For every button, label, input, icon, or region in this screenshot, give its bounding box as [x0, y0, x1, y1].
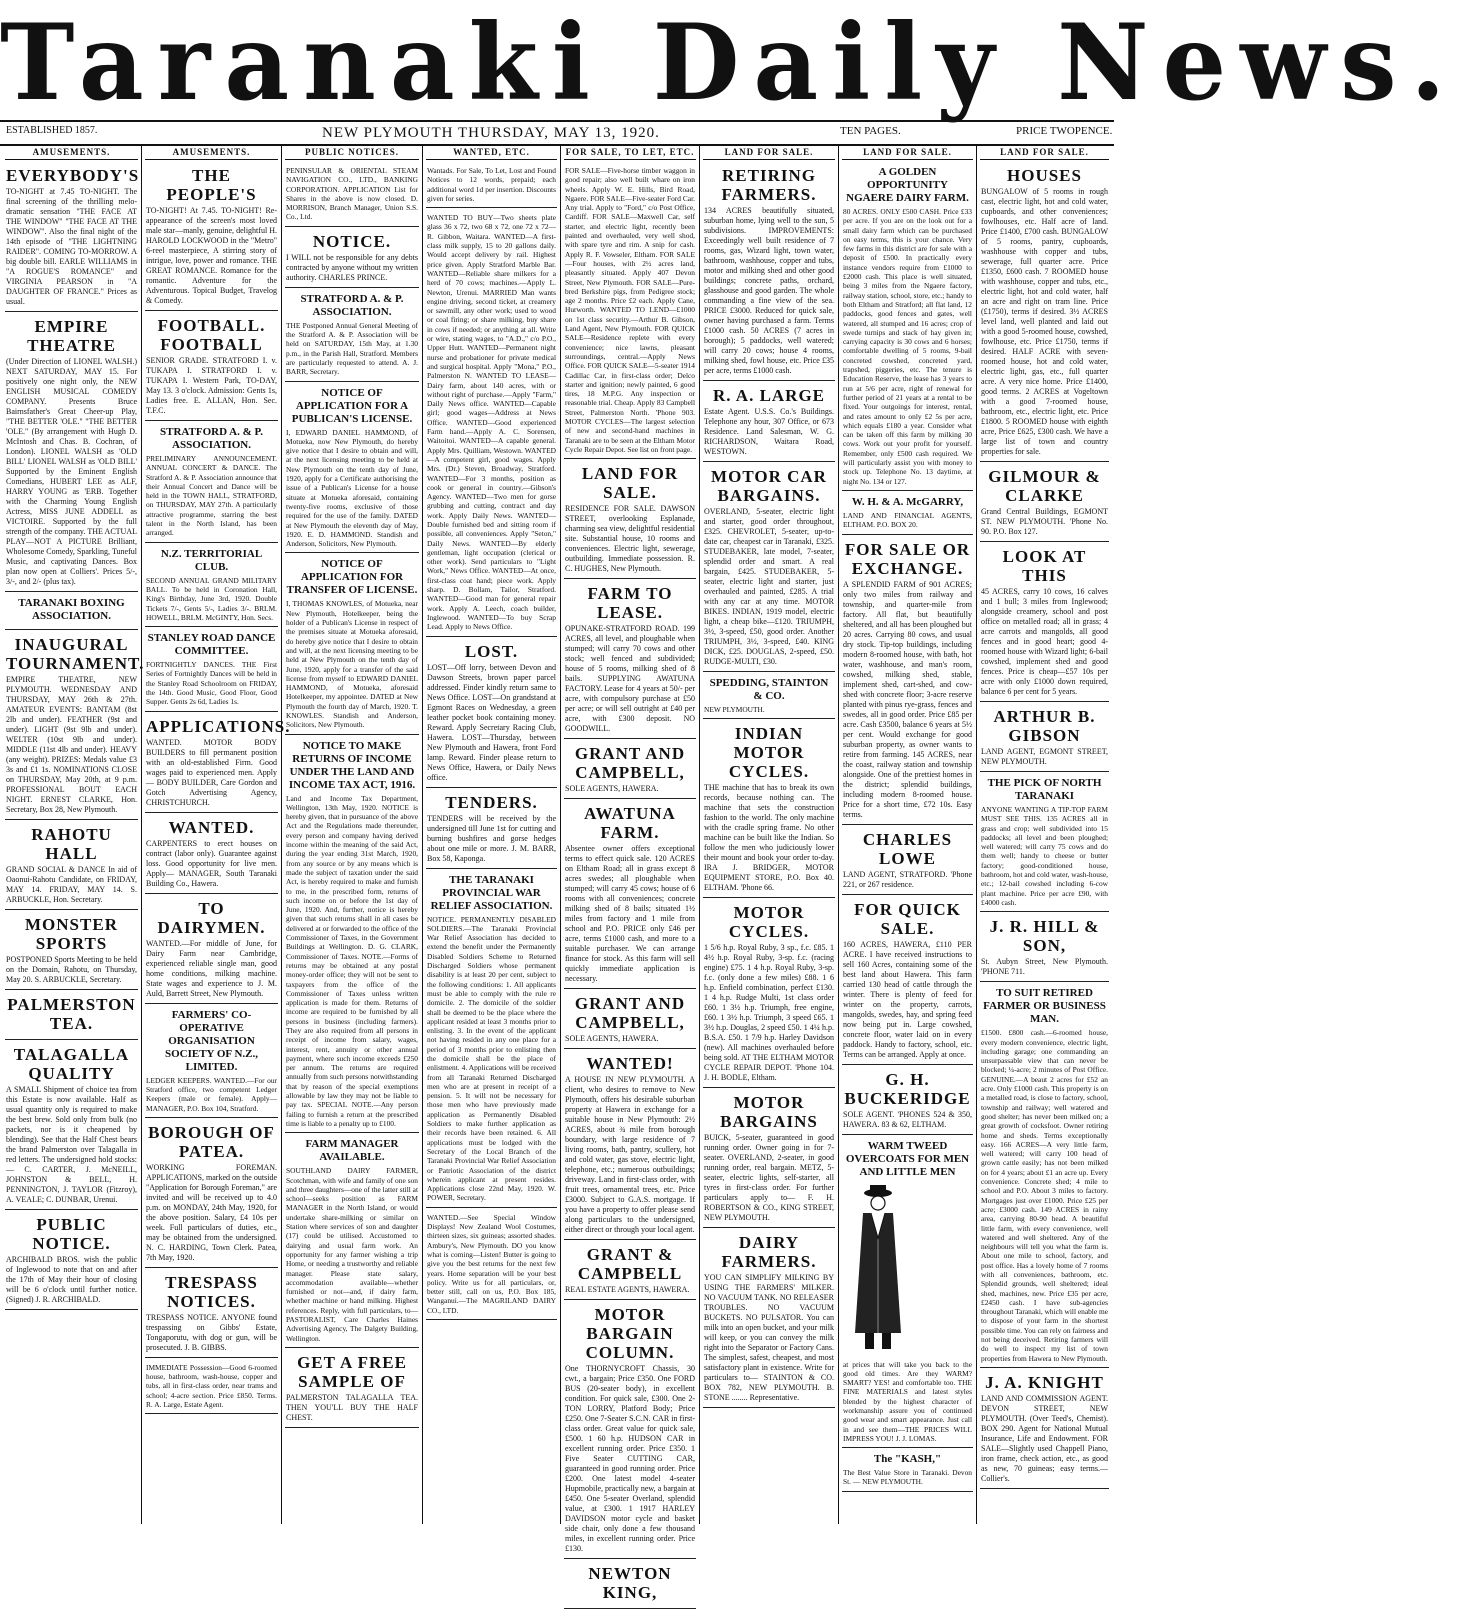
- advertisement: [285, 555, 419, 734]
- ad-title: MOTOR CAR BARGAINS.: [711, 467, 827, 505]
- ad-body: WANTED. MOTOR BODY BUILDERS to fill permanent position with an old-established Firm. Good wages paid to experienced men. Apply— BODY BUILDER, Care Gordon and Gotch Advertising Agency, CHRISTCHURCH.: [146, 737, 277, 807]
- advertisement: [703, 721, 835, 898]
- advertisement: [703, 1230, 835, 1408]
- advertisement: [426, 871, 557, 1208]
- ad-body: TO-NIGHT! At 7.45. TO-NIGHT! Re-appearance of the screen's most loved male star—manly, genuine, delightful H. HAROLD LOCKWOOD in the "Metro" 6-reel masterpiece, A stirring story of intrigue, love, power and romance. THE GREAT ROMANCE. Romance for the romantic. Adventure for the Adventurous. Topical Budget, Travelog & Comedy.: [146, 206, 277, 305]
- advertisement: [145, 545, 278, 627]
- ad-body: TENDERS will be received by the undersigned till June 1st for cutting and burning bushfires and gorse hedges about one mile or more. J. M. BARR, Box 58, Kaponga.: [427, 813, 556, 863]
- ad-body: TO-NIGHT at 7.45 TO-NIGHT. The final screening of the thrilling melo-dramatic sensation "THE FACE AT THE WINDOW" "THE FACE AT THE WINDOW". Also the final night of the 14th episode of "THE LIGHTNING RAIDER". COMING TO-MORROW. A big double bill. EARLE WILLIAMS in "A ROGUE'S ROMANCE" and VIRGINIA PEARSON in "A DAUGHTER OF FRANCE." Prices as usual.: [6, 187, 137, 306]
- ad-body: I, EDWARD DANIEL HAMMOND, of Motueka, now New Plymouth, do hereby give notice that I desire to obtain and will, at the next licensing meeting to be held at New Plymouth on the tenth day of June, 1920, apply for a Certificate authorising the issue of a Publican's License for a house situate at Motueka aforesaid, containing twenty-five rooms, exclusive of those required for the use of the family. DATED at New Plymouth the eleventh day of May, 1920. E. D. HAMMOND. Standish and Anderson, Solicitors, New Plymouth.: [286, 427, 418, 549]
- advertisement: [703, 163, 835, 381]
- ad-title: TARANAKI BOXING ASSOCIATION.: [18, 597, 125, 622]
- ad-title: R. A. LARGE: [712, 386, 826, 405]
- advertisement: [703, 383, 835, 462]
- advertisement: [5, 992, 138, 1040]
- advertisement: [842, 493, 973, 535]
- ad-body: Wantads. For Sale, To Let, Lost and Found Notices to 12 words, prepaid; each additional word 1d per insertion. Discounts given for series.: [427, 166, 556, 203]
- advertisement: [703, 674, 835, 719]
- ad-body: I, THOMAS KNOWLES, of Motueka, near New Plymouth, Hotelkeeper, being the holder of a Publican's License in respect of the premises situate at Motueka aforesaid, do hereby give notice that I desire to obtain and will, at the next licensing meeting to be held at New Plymouth on the tenth day of June, 1920, apply for a transfer of the said license from myself to EDWARD DANIEL HAMMOND, of Motueka, aforesaid Hotelkeeper, my appointee. DATED at New Plymouth the fourth day of March, 1920. T. KNOWLES. Standish and Anderson, Solicitors, New Plymouth.: [286, 599, 418, 730]
- ad-title: NOTICE TO MAKE RETURNS OF INCOME UNDER THE LAND AND INCOME TAX ACT, 1916.: [288, 739, 416, 791]
- ad-body: YOU CAN SIMPLIFY MILKING BY USING THE FARMERS' MILKER. NO VACUUM TANK. NO RELEASER TROUBLES. NO VACUUM BUCKETS. NO PULSATOR. You can milk into an open bucket, and your milk will keep, or you can convey the milk right into the Separator or Factory Cans. The simplest, safest, cheapest, and most satisfactory plant in existence. Write for particulars to— STAINTON & CO. BOX 782, NEW PLYMOUTH. B. STONE ........ Representative.: [704, 1273, 834, 1403]
- column-8: [977, 146, 1112, 1524]
- ad-body: £1500. £800 cash.—6-roomed house, every modern convenience, electric light, including garage; one commanding an unsurpassable view that can never be blocked; ¼-acre; 2 minutes of Post Office. GENUINE.—A beaut 2 acres for £52 an acre. Only £1000 cash. This property is on a metalled road, is close to factory, school, township and railway; well watered and good shelter; has never been milked on; a great growth of cocksfoot. Owner retiring home and sheds. Terms exceptionally easy. 166 ACRES—A very little farm, well watered; will carry 100 head of grown cattle easily; has not been milked on for 4 years; about £1 an acre up. Every convenience. Concrete shed; 4 mile to school and P.O. About 3 miles to factory. Mortgages just over £1000. Price £25 per acre; £3000 cash. 149 ACRES in rainy area, carrying 80-90 head. A beautiful little farm, with every convenience, well watered and well sheltered. Any of the neighbours will tell you what the farm is. About one mile to school, factory, and post office. Has a lovely home of 7 rooms with all conveniences, bathroom, etc. Splendid grounds, well sheltered; ideal shed, machines, new. Price £35 per acre, £2450 cash. I have sub-agencies throughout Taranaki, which will enable me to dispose of your farm in the shortest possible time. You can rely on fairness and not being deceived. Retiring farmers will do well to inspect my list of town properties from Hawera to New Plymouth.: [981, 1028, 1109, 1363]
- ad-title: INDIAN MOTOR CYCLES.: [728, 724, 810, 782]
- ad-body: A SPLENDID FARM of 901 ACRES; only two miles from railway and township, and quarter-mile from factory. All flat, but beautifully sheltered, and all has been ploughed but 20 acres. Carrying 80 cows, and usual dry stock. Tip-top buildings, including modern 8-roomed house, with bath, hot water, washhouse, and man's room, cowshed, milking shed, stable, implement shed, cart-shed, and cow-shed with concrete floor; 3-acre reserve planted with pinus rye-grass, fences and swedes, all in good order. Price £85 per acre. Cash £3500, balance 6 years at 5½ per cent. Would exchange for good suburban property, as owner wants to retire from farming. 145 ACRES, near the coast, railway station and township alongside. One of the prettiest homes in the district; splendid buildings, including modern 8-roomed house. Price for a short time, £72 10s. Easy terms.: [843, 579, 972, 819]
- ad-title: NOTICE OF APPLICATION FOR TRANSFER OF LICENSE.: [286, 558, 418, 597]
- ad-body: A SMALL Shipment of choice tea from this Estate is now available. Half as usual quantity only is required to make the best brew. Sold only from bulk (no packets, nor is it cheapened by blending). See that the Half Chest bears the brand Palmerston over Talagalla in red letters. The undersigned hold stocks:— C. CARTER, J. McNEILL, JOHNSTON & BELL, H. PENNINGTON, J. TAYLOR (Fitzroy), A. VEALE; C. DUNBAR, Urenui.: [6, 1085, 137, 1204]
- advertisement: [145, 1006, 278, 1118]
- ad-body: BUICK, 5-seater, guaranteed in good running order. Owner going in for 7-seater. OVERLAND, 2-seater, in good running order, real bargain. METZ, 5-seater, electric lights, self-starter, all tyres in first-class order. For further particulars apply to— F. H. ROBERTSON & CO., KING STREET, NEW PLYMOUTH.: [704, 1133, 834, 1223]
- ad-title: MONSTER SPORTS: [25, 915, 118, 953]
- advertisement: [564, 461, 696, 579]
- ad-body: The Best Value Store in Taranaki. Devon St. — NEW PLYMOUTH.: [843, 1468, 972, 1487]
- established-line: ESTABLISHED 1857.: [6, 125, 98, 136]
- advertisement: [285, 384, 419, 554]
- advertisement: [564, 801, 696, 989]
- ad-title: TRESPASS NOTICES.: [165, 1272, 258, 1311]
- ad-title: INAUGURAL TOURNAMENT.: [6, 635, 145, 673]
- ad-title: EMPIRE THEATRE: [27, 317, 116, 355]
- ad-body: LAND AGENT, EGMONT STREET, NEW PLYMOUTH.: [981, 747, 1108, 766]
- ad-body: St. Aubyn Street, New Plymouth. 'PHONE 711.: [981, 957, 1108, 977]
- advertisement: [426, 163, 557, 208]
- ad-body: I WILL not be responsible for any debts contracted by anyone without my written authority. CHARLES PRINCE.: [286, 252, 418, 282]
- info-bar: [0, 120, 1114, 146]
- ad-body: LAND AND COMMISSION AGENT. DEVON STREET, NEW PLYMOUTH. (Over Teed's, Chemist). BOX 290. Agent for National Mutual Insurance, Life and Endowment. FOR SALE—Slightly used Chappell Piano, iron frame, check action, etc., as good as new, 70 guineas; easy terms.—Collier's.: [981, 1393, 1108, 1483]
- advertisement: [145, 714, 291, 813]
- ad-body: 1 5/6 h.p. Royal Ruby, 3 sp., f.c. £85. 1 4½ h.p. Royal Ruby, 3-sp. f.c. (racing engine) £75. 1 4 h.p. Royal Ruby, 3-sp. f.c. (only done a few miles) £88. 1 6 h.p. Enfield combination, perfect £130. 1 4 h.p. Rudge Multi, 1st class order £60. 1 3½ h.p. Triumph, free engine, £60. 1 3½ h.p. Triumph, 3 speed £65. 1 3½ h.p. Douglas, 2 speed £50. 1 4¼ h.p. B.S.A. £50. 1 7/9 h.p. Harley Davidson (new). All machines overhauled before being sold. AT THE ELTHAM MOTOR CYCLE REPAIR DEPOT. 'Phone 104. J. H. BODLE, Eltham.: [704, 943, 834, 1083]
- column-5: [561, 146, 700, 1603]
- ad-title: LAND FOR SALE.: [581, 464, 679, 503]
- column-heading: AMUSEMENTS.: [5, 146, 138, 160]
- ad-body: NOTICE. PERMANENTLY DISABLED SOLDIERS.—The Taranaki Provincial War Relief Association has decided to extend the benefit under the Permanently Disabled Soldiers Scheme to Returned Discharged Soldiers whose permanent disability is at least 20 per cent, subject to the following conditions: 1. All applicants must be able to comply with the rule re domicile. 2. The domicile of the soldier shall be deemed to be the place where the applicant resided at least 3 months prior to enlisting. 3. In the event of the applicant not having resided in any one place for a period of 3 months prior to enlisting then the domicile shall be the place of enlistment. 4. Applications will be received from all Taranaki Returned Discharged men who are at present in receipt of a pension. 5. It will not be necessary for those men who have previously made application as Permanently Disabled Soldiers to make further application as their records have been retained. 6. All applications must be lodged with the Secretary of the Local Branch of the Taranaki Provincial War Relief Association or Patriotic Association of the district wherein applicant at present resides. Applications close 22nd May, 1920. W. POWER, Secretary.: [427, 914, 556, 1203]
- advertisement: [564, 1561, 696, 1609]
- ad-body: PRELIMINARY ANNOUNCEMENT. ANNUAL CONCERT & DANCE. The Stratford A. & P. Association announce that their Annual Concert and Dance will be held in the TOWN HALL, STRATFORD, on THURSDAY, MAY 27th. A particularly attractive programme, starring the best talent in the North Island, has been arranged.: [146, 454, 277, 538]
- column-1: [2, 146, 145, 1524]
- ad-title: SPEDDING, STAINTON & CO.: [709, 677, 829, 702]
- ad-body: RESIDENCE FOR SALE. DAWSON STREET, overlooking Esplanade, charming sea view, delightful residential site. Substantial house, 10 rooms and conveniences. Electric light, sewerage, outbuilding. Immediate possession. R. C. HUGHES, New Plymouth.: [565, 504, 695, 574]
- advertisement: [145, 815, 278, 894]
- ad-title: WARM TWEED OVERCOATS FOR MEN AND LITTLE MEN: [845, 1139, 970, 1178]
- advertisement: [703, 1090, 835, 1228]
- ad-body: BUNGALOW of 5 rooms in rough cast, electric light, hot and cold water, cupboards, and other conveniences; fowlhouses, etc. Half acre of land. Price £1400, £700 cash. BUNGALOW of 5 rooms, pantry, cupboards, washhouse with copper and tubs, sewerage, full quarter acre. Price £1350, £600 cash. 7 ROOMED house with washhouse, copper and tubs, etc., electric light, hot and cold water, half an acre and right on tram line. Price (£1750), terms if desired. 3½ ACRES level land, well planted and laid out with a good 5-roomed house, cowshed, fowlhouse, etc. Price £1750, terms if desired. HALF ACRE with seven-roomed house, hot and cold water, electric light, gas, etc., full quarter acre. A very nice home. Price £1400, good terms. 2 ACRES at Vogeltown with a good 7-roomed house, bathroom, etc., electric light, etc. Price £1800. 5 ROOMED house with eighth acre, Price £625, £300 cash. We have a large list of town and country properties for sale.: [981, 187, 1108, 456]
- advertisement: [564, 1302, 696, 1559]
- ad-body: Grand Central Buildings, EGMONT ST. NEW PLYMOUTH. 'Phone No. 90. P.O. Box 127.: [981, 507, 1108, 536]
- ad-title: THE TARANAKI PROVINCIAL WAR RELIEF ASSOCIATION.: [430, 873, 553, 912]
- ad-title: The "KASH,": [873, 1453, 942, 1466]
- ad-title: LOOK AT THIS: [1002, 547, 1087, 585]
- advertisement: [564, 991, 696, 1049]
- ad-title: STRATFORD A. & P. ASSOCIATION.: [160, 426, 263, 451]
- ad-body: Absentee owner offers exceptional terms to effect quick sale. 120 ACRES on Eltham Road; all in grass except 8 acres swedes; all ploughable when stumped; will carry 45 cows; house of 6 rooms with all conveniences; concrete milking shed of 8 bails; situated 1½ miles from factory and 1 mile from school and P.O. PRICE only £46 per acre, terms £1000 cash, and more to a suitable purchaser. We can arrange finance for stock. As this farm will sell quickly immediate application is necessary.: [565, 844, 695, 984]
- advertisement: [426, 1210, 557, 1320]
- ad-title: MOTOR CYCLES.: [728, 903, 810, 942]
- advertisement: [145, 1120, 278, 1268]
- ad-body: LAND AGENT, STRATFORD. 'Phone 221, or 267 residence.: [843, 869, 972, 889]
- ad-body: LEDGER KEEPERS. WANTED.—For our Stratford office, two competent Ledger Keepers (male or female). Apply— MANAGER, P.O. Box 104, Stratford.: [146, 1075, 277, 1113]
- advertisement: [426, 639, 557, 788]
- ad-body: POSTPONED Sports Meeting to be held on the Domain, Rahotu, on Thursday, May 20. S. ARBUCKLE, Secretary.: [6, 955, 137, 984]
- ad-body: PENINSULAR & ORIENTAL STEAM NAVIGATION CO., LTD., BANKING CORPORATION. APPLICATION List for Shares in the above is now closed. D. MORRISON, Branch Manager, Union S.S. Co., Ltd.: [286, 166, 418, 222]
- ad-title: GILMOUR & CLARKE: [988, 467, 1101, 505]
- advertisement: [5, 822, 138, 910]
- ad-title: LOST.: [464, 641, 519, 661]
- advertisement: [980, 704, 1109, 772]
- ad-body: Land and Income Tax Department, Wellington, 13th May, 1920. NOTICE is hereby given, that in pursuance of the above Act and the Regulations made thereunder, every person and company having derived income within the meaning of the said Act, during the year ending 31st March, 1920, from any source or by any means which is made the subject of taxation under the said Act, is hereby required to make and furnish to me, in the prescribed form, returns of such income on or before the 1st day of June, 1920. And, further, notice is hereby given that such returns shall in all cases be delivered at or forwarded to the office of the Commissioner of Taxes, in the Government Buildings at Wellington. D. G. CLARK, Commissioner of Taxes. NOTE.—Forms of returns may be obtained at any postal money-order office; they will not be sent to taxpayers from the office of the Commissioner of Taxes unless written application is made for them. Returns of income are required to be furnished by all persons in business (including farmers). They are also required from all persons in receipt of income from salary, wages, interest, rent, annuity or other annual payment, where such income exceeds £250 per annum. The returns are required annually from such persons notwithstanding that by reason of the special exemptions allowable by law they may not be liable to pay tax. SPECIAL NOTE.—Any person failing to furnish a return at the prescribed time is liable to a penalty up to £100.: [286, 793, 418, 1128]
- ad-body: WANTED.—For middle of June, for Dairy Farm near Cambridge, experienced reliable single man, good home conditions, milking machine. State wages and experience to J. M. Auld, Barrett Street, New Plymouth.: [146, 938, 277, 998]
- advertisement: [145, 1270, 278, 1358]
- ad-title: STANLEY ROAD DANCE COMMITTEE.: [147, 632, 276, 658]
- advertisement: [426, 210, 557, 636]
- ad-body: LOST—Off lorry, between Devon and Dawson Streets, brown paper parcel addressed. Finder kindly return same to News Office. LOST—On grandstand at Egmont Races on Wednesday, a green leather pocket book containing money. Reward. Apply Secretary Racing Club, Hawera. LOST—Thursday, between New Plymouth and Hawera, front Ford lamp. Reward. Finder please return to News Office, Hawera, or Daily News office.: [427, 662, 556, 782]
- ad-title: J. R. HILL & SON,: [989, 917, 1100, 956]
- ad-title: GRANT AND CAMPBELL,: [574, 744, 686, 783]
- ad-title: EVERYBODY'S: [6, 166, 140, 185]
- ad-title: A GOLDEN OPPORTUNITY NGAERE DAIRY FARM.: [846, 166, 969, 204]
- column-heading: FOR SALE, TO LET, ETC.: [564, 146, 696, 160]
- ad-title: N.Z. TERRITORIAL CLUB.: [160, 547, 263, 573]
- ad-title: G. H. BUCKERIDGE: [844, 1069, 971, 1108]
- dateline: NEW PLYMOUTH THURSDAY, MAY 13, 1920.: [322, 125, 660, 141]
- ad-title: ARTHUR B. GIBSON: [993, 707, 1096, 745]
- advertisement: [5, 163, 138, 312]
- ad-body: SOLE AGENTS, HAWERA.: [565, 784, 659, 794]
- ad-title: GRANT AND CAMPBELL,: [574, 994, 686, 1033]
- advertisement: [842, 163, 973, 491]
- ad-body: WANTED.—See Special Window Displays! New Zealand Wool Costumes, thirteen sizes, six guineas; assorted shades. Ambury's, New Plymouth. DO you know what is coming—Listen! Butter is going to give you the best returns for the next few years. Home separation will be your best policy. Write us for all particulars, or, better still, call on us, P.O. Box 185, Wanganui.—The MAGRILAND DAIRY CO., LTD.: [427, 1212, 556, 1315]
- advertisement: [285, 737, 419, 1134]
- ad-body: GRAND SOCIAL & DANCE In aid of Oaonui-Rahotu Candidate, on FRIDAY, MAY 14. FRIDAY, MAY 14. S. ARBUCKLE, Hon. Secretary.: [6, 865, 137, 904]
- column-3: [282, 146, 423, 1524]
- column-heading: AMUSEMENTS.: [145, 146, 278, 160]
- advertisement: [285, 290, 419, 382]
- column-heading: LAND FOR SALE.: [703, 146, 835, 160]
- ad-title: NOTICE OF APPLICATION FOR A PUBLICAN'S LICENSE.: [291, 386, 413, 425]
- column-heading: PUBLIC NOTICES.: [285, 146, 419, 160]
- ad-body: THE Postponed Annual General Meeting of the Stratford A. & P. Association will be held on SATURDAY, 15th May, at 1.30 p.m., in the Parish Hall, Stratford. Members are particularly requested to attend. A. J. BARR, Secretary.: [286, 320, 418, 377]
- overcoat-man-illustration: [843, 1183, 913, 1353]
- ad-title: FARMERS' CO-OPERATIVE ORGANISATION SOCIETY OF N.Z., LIMITED.: [164, 1008, 258, 1073]
- ad-body: TRESPASS NOTICE. ANYONE found trespassing on Gibbs' Estate, Tongaporutu, with dog or gun, will be prosecuted. J. B. GIBBS.: [146, 1312, 277, 1352]
- column-heading: LAND FOR SALE.: [980, 146, 1109, 160]
- ad-title: RAHOTU HALL: [31, 825, 112, 863]
- ad-body: WORKING FOREMAN. APPLICATIONS, marked on the outside "Application for Borough Foreman," are invited and will be received up to 4.0 p.m. on MONDAY, 24th May, 1920, for the above position. Salary, £4 10s per week. Full particulars of duties, etc., may be obtained from the undersigned. N. C. HARDING, Town Clerk. Patea, 7th May, 1920.: [146, 1162, 277, 1262]
- ad-title: GET A FREE SAMPLE OF: [297, 1352, 407, 1391]
- ad-title: PALMERSTON TEA.: [7, 995, 136, 1033]
- ad-title: TALAGALLA QUALITY: [13, 1045, 130, 1083]
- ad-title: J. A. KNIGHT: [985, 1372, 1104, 1392]
- advertisement: [980, 914, 1109, 982]
- ad-title: W. H. & A. McGARRY,: [851, 495, 964, 508]
- ad-body: SECOND ANNUAL GRAND MILITARY BALL. To be held in Coronation Hall, King's Birthday, June 3rd, 1920. Double Tickets 7/-, Gents 5/-, Ladies 3/-. BRLM. HOWELL, BRLM. McGINTY, Hon. Secs.: [146, 575, 277, 622]
- ad-body: 45 ACRES, carry 10 cows, 16 calves and 1 bull; 3 miles from Inglewood; alongside creamery, school and post office on metalled road; all in grass; 4 acre carrots and mangolds, all good fences and in good heart; good 4-roomed house with Wizard light; 6-bail cowshed, implement shed and good fences. Price is cheap—£57 10s per acre with only £1000 down required, balance 6 per cent for 5 years.: [981, 587, 1108, 696]
- ad-title: DAIRY FARMERS.: [721, 1233, 817, 1272]
- column-2: [142, 146, 291, 1524]
- advertisement: [145, 163, 278, 311]
- advertisement: [842, 897, 973, 1065]
- advertisement: [564, 581, 696, 739]
- ad-body: IMMEDIATE Possession—Good 6-roomed house, bathroom, wash-house, copper and tubs, all in first-class order, near trams and school; 4-acre section. Price £850. Terms. R. A. Large, Estate Agent.: [146, 1362, 277, 1410]
- ad-body: EMPIRE THEATRE, NEW PLYMOUTH. WEDNESDAY AND THURSDAY, MAY 26th & 27th. AMATEUR EVENTS: BANTAM (8st 2lb and under). FEATHER (9st and under). LIGHT (9st 9lb and under). WELTER (10st 9lb and under). MIDDLE (11st 4lb and under). HEAVY (any weight). PRIZES: Medals value £3 3s and £1 1s. NOMINATIONS CLOSE on THURSDAY, May 20th, at 9 p.m. PROFESSIONAL BOUT EACH NIGHT. ERNEST CLARKE, Hon. Secretary, Box 28, New Plymouth.: [6, 675, 137, 814]
- advertisement: [564, 1051, 696, 1240]
- advertisement: [703, 464, 835, 672]
- ad-title: CHARLES LOWE: [862, 829, 953, 868]
- ad-title: WANTED.: [168, 817, 255, 837]
- masthead: [0, 0, 1459, 124]
- ad-title: APPLICATIONS.: [146, 716, 291, 736]
- ad-body: 80 ACRES. ONLY £500 CASH. Price £33 per acre. If you are on the look out for a small dairy farm which can be purchased on easy terms, this is your chance. Very few farms in this district are for sale with a deposit of £500. In practically every instance vendors require from £1000 to £2000 cash. This place is well situated, being 3 miles from the Ngaere factory, railway station, school, store, etc.; handy to both Eltham and Stratford; all flat land, 12 paddocks, good fences and gates, well watered, all stumped and 16 acres; crop of swede turnips and stack of hay given in; carrying capacity is 30 cows and 6 horses; comfortable dwelling of 5 rooms, 9-bail concreted cowshed, concreted yard, trapshed, piggeries, etc. The tenure is Education Reserve, the lease has 3 years to run at 5/6 per acre, right of renewal for further period of 21 years at a rental to be fixed. Your outgoings for interest, rental, and rates amount to only £2 5s per acre, which equals £180 a year. Consider what can be taken off this farm by milking 30 cows. Work out your profit for yourself. Remember, only £500 cash required. We will particularly assist you with money to stock up. Telephone No. 13 daytime, at night No. 134 or 127.: [843, 207, 972, 486]
- advertisement: [5, 632, 145, 820]
- ad-body: SENIOR GRADE. STRATFORD I. v. TUKAPA I. STRATFORD I. v. TUKAPA I. Western Park, TO-DAY, May 13. 3 o'clock. Admission: Gents 1s, Ladies free. E. ALLAN, Hon. Sec. T.F.C.: [146, 356, 277, 415]
- advertisement: [980, 774, 1109, 912]
- advertisement: [842, 1137, 973, 1449]
- advertisement: [145, 629, 278, 711]
- advertisement: [980, 464, 1109, 542]
- ad-title: TO SUIT RETIRED FARMER OR BUSINESS MAN.: [983, 987, 1106, 1026]
- newspaper-title: Taranaki Daily News.: [0, 0, 1459, 124]
- ad-title: TO DAIRYMEN.: [157, 898, 266, 937]
- advertisement: [426, 790, 557, 869]
- advertisement: [980, 1370, 1109, 1489]
- column-heading: LAND FOR SALE.: [842, 146, 973, 160]
- ad-body: THE machine that has to break its own records, because nothing can. The machine that sets the construction fashion to the world. The only machine with the cradle spring frame. No other machine can be built like the Indian. So follow the men who judiciously lower their mount and book your order to-day. IRA J. BRIDGER, MOTOR EQUIPMENT STORE, P.O. Box 40. ELTHAM. 'Phone 66.: [704, 783, 834, 893]
- ad-title: PUBLIC NOTICE.: [32, 1215, 111, 1253]
- advertisement: [285, 1350, 419, 1428]
- ad-body: SOUTHLAND DAIRY FARMER, Scotchman, with wife and family of one son and three daughters—one of the latter still at school—seeks position as FARM MANAGER in the North Island, or would undertake share-milking or similar on Station where services of son and daughter (17) could be utilised. Accustomed to dairying and usual farm work. An opportunity for any farmer wishing a trip Home, or needing a trustworthy and reliable manager. Please state salary, accommodation available—whether furnished or not—and, if dairy farm, whether machine or hand milking. Highest references. Reply, with full particulars, to— PASTORALIST, Care Charles Haines Advertising Agency, The Dalgety Building, Wellington.: [286, 1166, 418, 1343]
- advertisement: [842, 827, 973, 895]
- ad-body: OPUNAKE-STRATFORD ROAD. 199 ACRES, all level, and ploughable when stumped; will carry 70 cows and other stock; well fenced and subdivided; house of 5 rooms, milking shed of 8 bails. SUPPLYING AWATUNA FACTORY. Lease for 4 years at 50/- per acre, with compulsory purchase at £50 per acre; or will sell outright at £40 per acre, with £300 deposit. NO GOODWILL.: [565, 624, 695, 734]
- advertisement: [285, 1135, 419, 1348]
- ad-title: HOUSES: [1007, 166, 1082, 185]
- advertisement: [703, 900, 835, 1088]
- ad-title: TENDERS.: [445, 792, 538, 812]
- ad-title: FOR QUICK SALE.: [854, 899, 961, 938]
- column-heading: WANTED, ETC.: [426, 146, 557, 160]
- ad-body: NEW PLYMOUTH.: [704, 705, 765, 714]
- ad-body: LAND AND FINANCIAL AGENTS, ELTHAM. P.O. BOX 20.: [843, 510, 972, 530]
- advertisement: [5, 912, 138, 990]
- ad-body: at prices that will take you back to the good old times. Are they WARM? SMART? YES! and comfortable too. THE FINE MATERIALS and latest styles blended by the highest character of workmanship assure you of continued good wear and smart appearance. Just call in and see them—THE PRICES WILL IMPRESS YOU! J. J. LOMAS.: [843, 1359, 972, 1443]
- ad-body: SOLE AGENT. 'PHONES 524 & 350, HAWERA. 83 & 62, ELTHAM.: [843, 1109, 972, 1129]
- ad-title: WANTED!: [586, 1054, 674, 1074]
- advertisement: [5, 594, 138, 630]
- ad-body: A HOUSE IN NEW PLYMOUTH. A client, who desires to remove to New Plymouth, offers his desirable suburban property at Hawera in exchange for a suitable house in New Plymouth: 2½ ACRES, about ¾ mile from borough boundary, with large residence of 7 living rooms, bath, pantry, scullery, hot and cold water, gas stove, electric light, telephone, etc.; numerous outbuildings; driveway. Land in first-class order, with fruit trees, ornamental trees, etc. Price £3000. Subject to G.A.S. mortgage. If you have a property to offer please send along particulars to the undersigned, either direct or through your local agent.: [565, 1075, 695, 1235]
- column-7: [839, 146, 977, 1524]
- advertisement: [145, 1360, 278, 1414]
- column-6: [700, 146, 839, 1524]
- advertisement: [145, 423, 278, 543]
- ad-body: REAL ESTATE AGENTS, HAWERA.: [565, 1285, 690, 1295]
- ad-body: FOR SALE—Five-horse timber waggon in good repair; also well built whare on iron wheels. Apply W. E. Hills, Bird Road, Ngaere. FOR SALE—Five-seater Ford Car. Any trial. Apply to "Ford," c/o Post Office, Cardiff. FOR SALE—Maxwell Car, self starter, and electric light, recently been painted and overhauled, very well shod, with spare tyre and rim. A snip for cash. Apply R. F. Vowseler, Eltham. FOR SALE—Four houses, with 2½ acres land, pleasantly situated. Apply 407 Devon Street, New Plymouth. FOR SALE—Pure-bred Berkshire pigs, from Pedigree stock; age 2 months. Price £2 each. Apply Cane, Hurworth. WANTED TO LEND—£1000 on 1st class security.—Arthur B. Gibson, Land Agent, New Plymouth. FOR QUICK SALE—Residence replete with every convenience; nice lawns, pleasant surroundings, central.—Apply News Office. FOR QUICK SALE—5-seater 1914 Cadillac Car, in first-class order; Delco starter and ignition; newly painted, 6 good tires, 18 M.P.G. Any inspection or reasonable trial. Cheap. Apply 83 Campbell Street, Palmerston North. 'Phone 903. MOTOR CYCLES—The largest selection of new and second-hand machines in Taranaki are to be seen at the Eltham Motor Cycle Repair Depot. See list on front page.: [565, 166, 695, 454]
- advertisement: [285, 229, 419, 288]
- ad-title: BOROUGH OF PATEA.: [148, 1122, 275, 1161]
- ad-title: MOTOR BARGAIN COLUMN.: [585, 1305, 675, 1363]
- advertisement: [842, 1067, 973, 1135]
- advertisement: [980, 984, 1109, 1368]
- ad-title: NEWTON KING,: [588, 1564, 672, 1603]
- ad-title: FOR SALE OR EXCHANGE.: [844, 539, 971, 578]
- advertisement: [842, 1450, 973, 1492]
- advertisement: [564, 163, 696, 459]
- advertisement: [5, 1212, 138, 1310]
- advertisement: [980, 544, 1109, 702]
- advertisement: [5, 314, 138, 592]
- ad-title: AWATUNA FARM.: [584, 804, 676, 843]
- ad-title: RETIRING FARMERS.: [721, 166, 817, 204]
- ad-body: SOLE AGENTS, HAWERA.: [565, 1034, 659, 1044]
- ad-title: MOTOR BARGAINS: [720, 1093, 818, 1132]
- ad-body: ARCHIBALD BROS. wish the public of Inglewood to note that on and after the 17th of May their hour of closing will be 6 o'clock until further notice. (Signed) J. R. ARCHIBALD.: [6, 1255, 137, 1304]
- ad-body: One THORNYCROFT Chassis, 30 cwt., a bargain; Price £350. One FORD BUS (20-seater body), in excellent condition. For quick sale, £300. One 2-TON LORRY, Platford Body; Price £250. One 7-Seater S.C.N. CAR in first-class order. Great value for quick sale, £500. 1 60 h.p. HUDSON CAR in excellent running order. Price £350. 1 Five Seater CUTTING CAR, guaranteed in good running order. Price £200. One latest model 4-seater Hupmobile, practically new, a bargain at £450. One 5-seater Overland, splendid value, at £300. 1 1917 HARLEY DAVIDSON motor cycle and basket side chair, only done a few thousand miles, in excellent running order. Price £130.: [565, 1364, 695, 1554]
- advertisement: [980, 163, 1109, 462]
- ad-body: OVERLAND, 5-seater, electric light and starter, good order throughout, £325. CHEVROLET, 5-seater, up-to-date car, cheapest car in Taranaki, £325. STUDEBAKER, late model, 7-seater, splendid order and smart. A real bargain, £425. STUDEBAKER, 5-seater, electric light and starter, just overhauled and painted, £285. A trial with any car at any time. MOTOR BIKES. INDIAN, 1919 model, electric light, a cheap bike—£120. TRIUMPH, 3½, 3-speed, £50, good order. Another TRIUMPH, 3½, 3-speed, £40. KING DICK, £25. DOUGLAS, 2-speed, £50. RUDGE-MULTI, £30.: [704, 507, 834, 666]
- advertisement: [842, 537, 973, 825]
- ad-title: GRANT & CAMPBELL: [577, 1245, 683, 1284]
- price: PRICE TWOPENCE.: [1016, 125, 1113, 137]
- ad-title: FOOTBALL. FOOTBALL: [157, 316, 266, 354]
- ad-title: NOTICE.: [312, 231, 392, 251]
- ad-title: STRATFORD A. & P. ASSOCIATION.: [300, 292, 404, 318]
- column-4: [423, 146, 561, 1524]
- advertisement: [285, 163, 419, 227]
- ad-body: 134 ACRES beautifully situated, suburban home, lying well to the sun, 5 subdivisions. IMPROVEMENTS: Exceedingly well built residence of 7 rooms, gas, Wizard light, town water, bathroom, washhouse, copper and tubs, motor and milking shed and other good buildings; concrete paths, orchard, glasshouse and good garden. The whole commanding a fine view of the sea. PRICE £3000. Reduced for quick sale, owner having purchased a farm. Terms £1000 cash. 50 ACRES (7 acres in borough); 5 paddocks, well watered; will carry 20 cows; house 4 rooms, milking shed, fowl house, etc. Price £35 per acre, terms £1000 cash.: [704, 206, 834, 375]
- advertisement: [564, 1242, 696, 1300]
- ad-body: WANTED TO BUY—Two sheets plate glass 36 x 72, two 68 x 72, one 72 x 72—R. Gibbon, Waitara. WANTED—A first-class milk supply, 15 to 20 gallons daily. Would accept delivery by rail. Highest price given. Apply Stratford Marble Bar. WANTED—Reliable share milkers for a herd of 70 cows; machines.—Apply L. Newton, Urenui. MARRIED Man wants engine driving, second ticket, at creamery or sawmill, any other work; used to wood or coal firing; or share milking, buy share in cows if needed; or anything at all. Write or wire, stating wages, to "A.D.," c/o P.O., Upper Hutt. WANTED—Permanent night nurse and probationer for private medical and surgical hospital. Apply "Mona," P.O., Palmerston N. WANTED TO LEASE—Dairy farm, about 140 acres, with or without right of purchase.—Apply "Farm," Daily News office. WANTED—Capable girl; good wages—Address at News Office. WANTED—Good experienced Farm hand.—Apply A. C. Sorensen, Waitoitoi. WANTED—A capable general. Apply Mrs. Quilliam, Westown. WANTED—A competent girl, good wages. Apply Mrs. (Dr.) Steven, Broadway, Stratford. WANTED—For 3 months, position as cook or general in country.—Gibson's Agency. WANTED—Two men for gorse grubbing and cutting, contract and day work. Apply Daily News. WANTED—Double furnished bed and sitting room if possible, all conveniences. Apply "Seton," Daily News. WANTED—By elderly gentleman, light occupation (clerical or other work). Send particulars to "Light Work," News Office. WANTED—At once, first-class coat hand; piece work. Apply sharp. D. Bollam, Tailor, Stratford. WANTED—Good man for general repair work. Apply A. Leech, coach builder, Inglewood. WANTED—To buy Scrap Lead. Apply to News Office.: [427, 213, 556, 632]
- ad-title: THE PEOPLE'S: [166, 166, 257, 204]
- ad-title: FARM MANAGER AVAILABLE.: [305, 1138, 399, 1164]
- ad-body: Estate Agent. U.S.S. Co.'s Buildings. Telephone any hour, 307 Office, or 673 Residence. Land Salesman, W. G. RICHARDSON, Waitara Road, WESTOWN.: [704, 407, 834, 456]
- ad-body: PALMERSTON TALAGALLA TEA. THEN YOU'LL BUY THE HALF CHEST.: [286, 1392, 418, 1422]
- advertisement: [564, 741, 696, 799]
- ad-body: 160 ACRES, HAWERA, £110 PER ACRE. I have received instructions to sell 160 Acres, containing some of the best land about Hawera. This farm carried 130 head of cattle through the winter. There is plenty of feed for winter on the property, carrots, mangolds, swedes, hay, and spring feed now being put in. Large cowshed, concrete floor, water laid on in every paddock. Handy to factory, school, etc. Terms can be arranged. Apply at once.: [843, 939, 972, 1059]
- ad-title: FARM TO LEASE.: [587, 584, 673, 623]
- ad-body: FORTNIGHTLY DANCES. THE First Series of Fortnightly Dances will be held in the Stanley Road Schoolroom on FRIDAY, the 14th. Good Music, Good Floor, Good Supper. Gents 2s 6d, Ladies 1s.: [146, 660, 277, 707]
- page-count: TEN PAGES.: [840, 125, 901, 137]
- advertisement: [145, 896, 278, 1004]
- advertisement: [5, 1042, 138, 1210]
- ad-body: ANYONE WANTING A TIP-TOP FARM MUST SEE THIS. 135 ACRES all in grass and crop; well subdivided into 15 paddocks; all level and been ploughed; well watered; will carry 75 cows and do them well; handy to cheese or butter factory; good-conditioned house, bathroom, hot and cold water, wash-house, etc.; 12-bail cowshed including 6-cow plant machine. Price per acre £90, with £4000 cash.: [981, 805, 1108, 907]
- ad-title: THE PICK OF NORTH TARANAKI: [987, 777, 1102, 802]
- ad-body: (Under Direction of LIONEL WALSH.) NEXT SATURDAY, MAY 15. For positively one night only, the NEW ENGLISH MUSICAL COMEDY COMPANY. Presents Bruce Bairnsfather's Great Cheer-up Play, "THE BETTER 'OLE." "THE BETTER 'OLE." (By arrangement with Hugh D. McIntosh and Chas. B. Cochran, of London). LIONEL WALSH as 'OLD BILL' LIONEL WALSH as 'OLD BILL' Supported by the Eminent English Comedians, HUBERT LEE as ALF, HARRY YOUNG as 'ERB. Together with the Charming Young English Actress, MISS JUNE ADDELL as VICTOIRE. Supported by the full strength of the company. THE ACTUAL PLAY—NOT A PICTURE Brilliant, Wholesome Comedy, Sparkling, Tuneful Music, and captivating Dances. Box plan now open at Colliers'. Prices 5/-, 3/-, and 2/- (plus tax).: [6, 357, 137, 586]
- ad-body: CARPENTERS to erect houses on contract (labor only). Guarantee against loss. Good opportunity for live men. Apply— MANAGER, South Taranaki Building Co., Hawera.: [146, 838, 277, 888]
- advertisement: [145, 313, 278, 421]
